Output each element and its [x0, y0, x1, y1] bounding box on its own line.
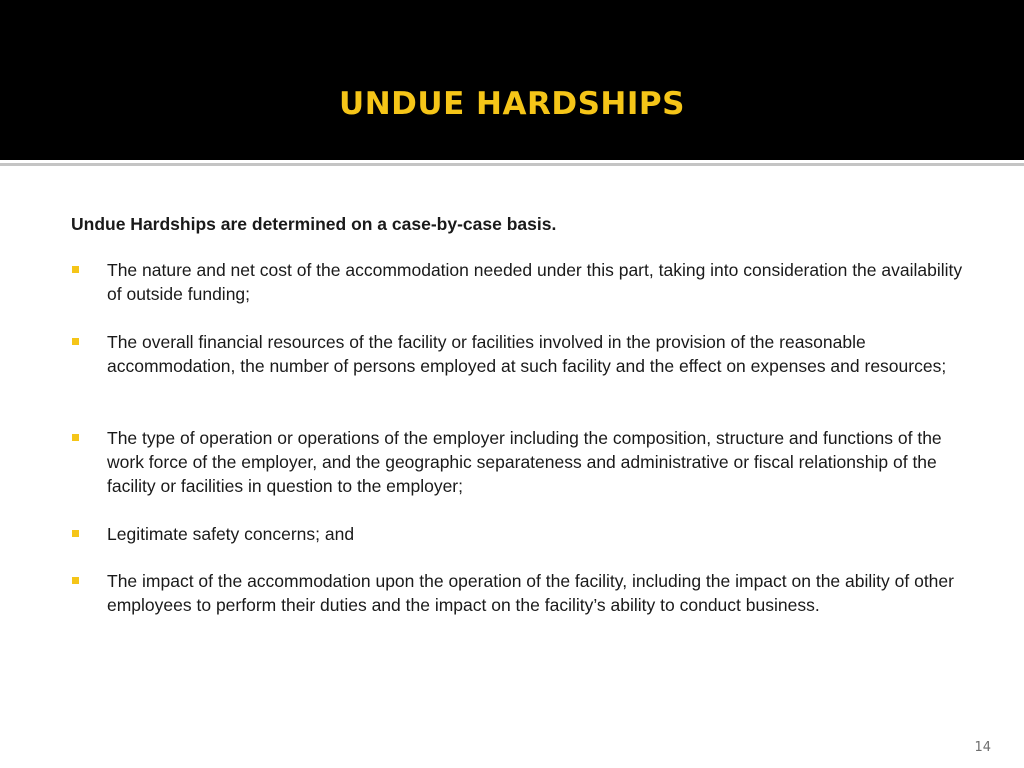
bullet-item: [107, 330, 967, 378]
bullet-item: [107, 522, 967, 546]
slide-header: [0, 0, 1024, 160]
intro-text: Undue Hardships are determined on a case-by-case basis.: [71, 214, 557, 234]
slide-title: UNDUE HARDSHIPS: [339, 86, 685, 122]
square-bullet-icon: [72, 434, 79, 441]
bullet-text: The nature and net cost of the accommodation needed under this part, taking into consideration the availability of outside funding;: [107, 260, 963, 304]
square-bullet-icon: [72, 338, 79, 345]
square-bullet-icon: [72, 530, 79, 537]
bullet-text: Legitimate safety concerns; and: [107, 524, 355, 544]
page-number: 14: [974, 740, 991, 755]
bullet-item: [107, 426, 967, 498]
bullet-text: The type of operation or operations of the employer including the composition, structure and functions of the work force of the employer, and the geographic separateness and administrative or fiscal relationship of the facility or facilities in question to the employer;: [107, 428, 942, 496]
square-bullet-icon: [72, 266, 79, 273]
bullet-item: [107, 258, 967, 306]
square-bullet-icon: [72, 577, 79, 584]
bullet-text: The overall financial resources of the facility or facilities involved in the provision of the reasonable accommodation, the number of persons employed at such facility and the effect on expenses and resources;: [107, 332, 947, 376]
bullet-item: [107, 569, 967, 617]
header-divider: [0, 163, 1024, 166]
bullet-text: The impact of the accommodation upon the operation of the facility, including the impact on the ability of other employees to perform their duties and the impact on the facility’s ability to conduct business.: [107, 571, 954, 615]
